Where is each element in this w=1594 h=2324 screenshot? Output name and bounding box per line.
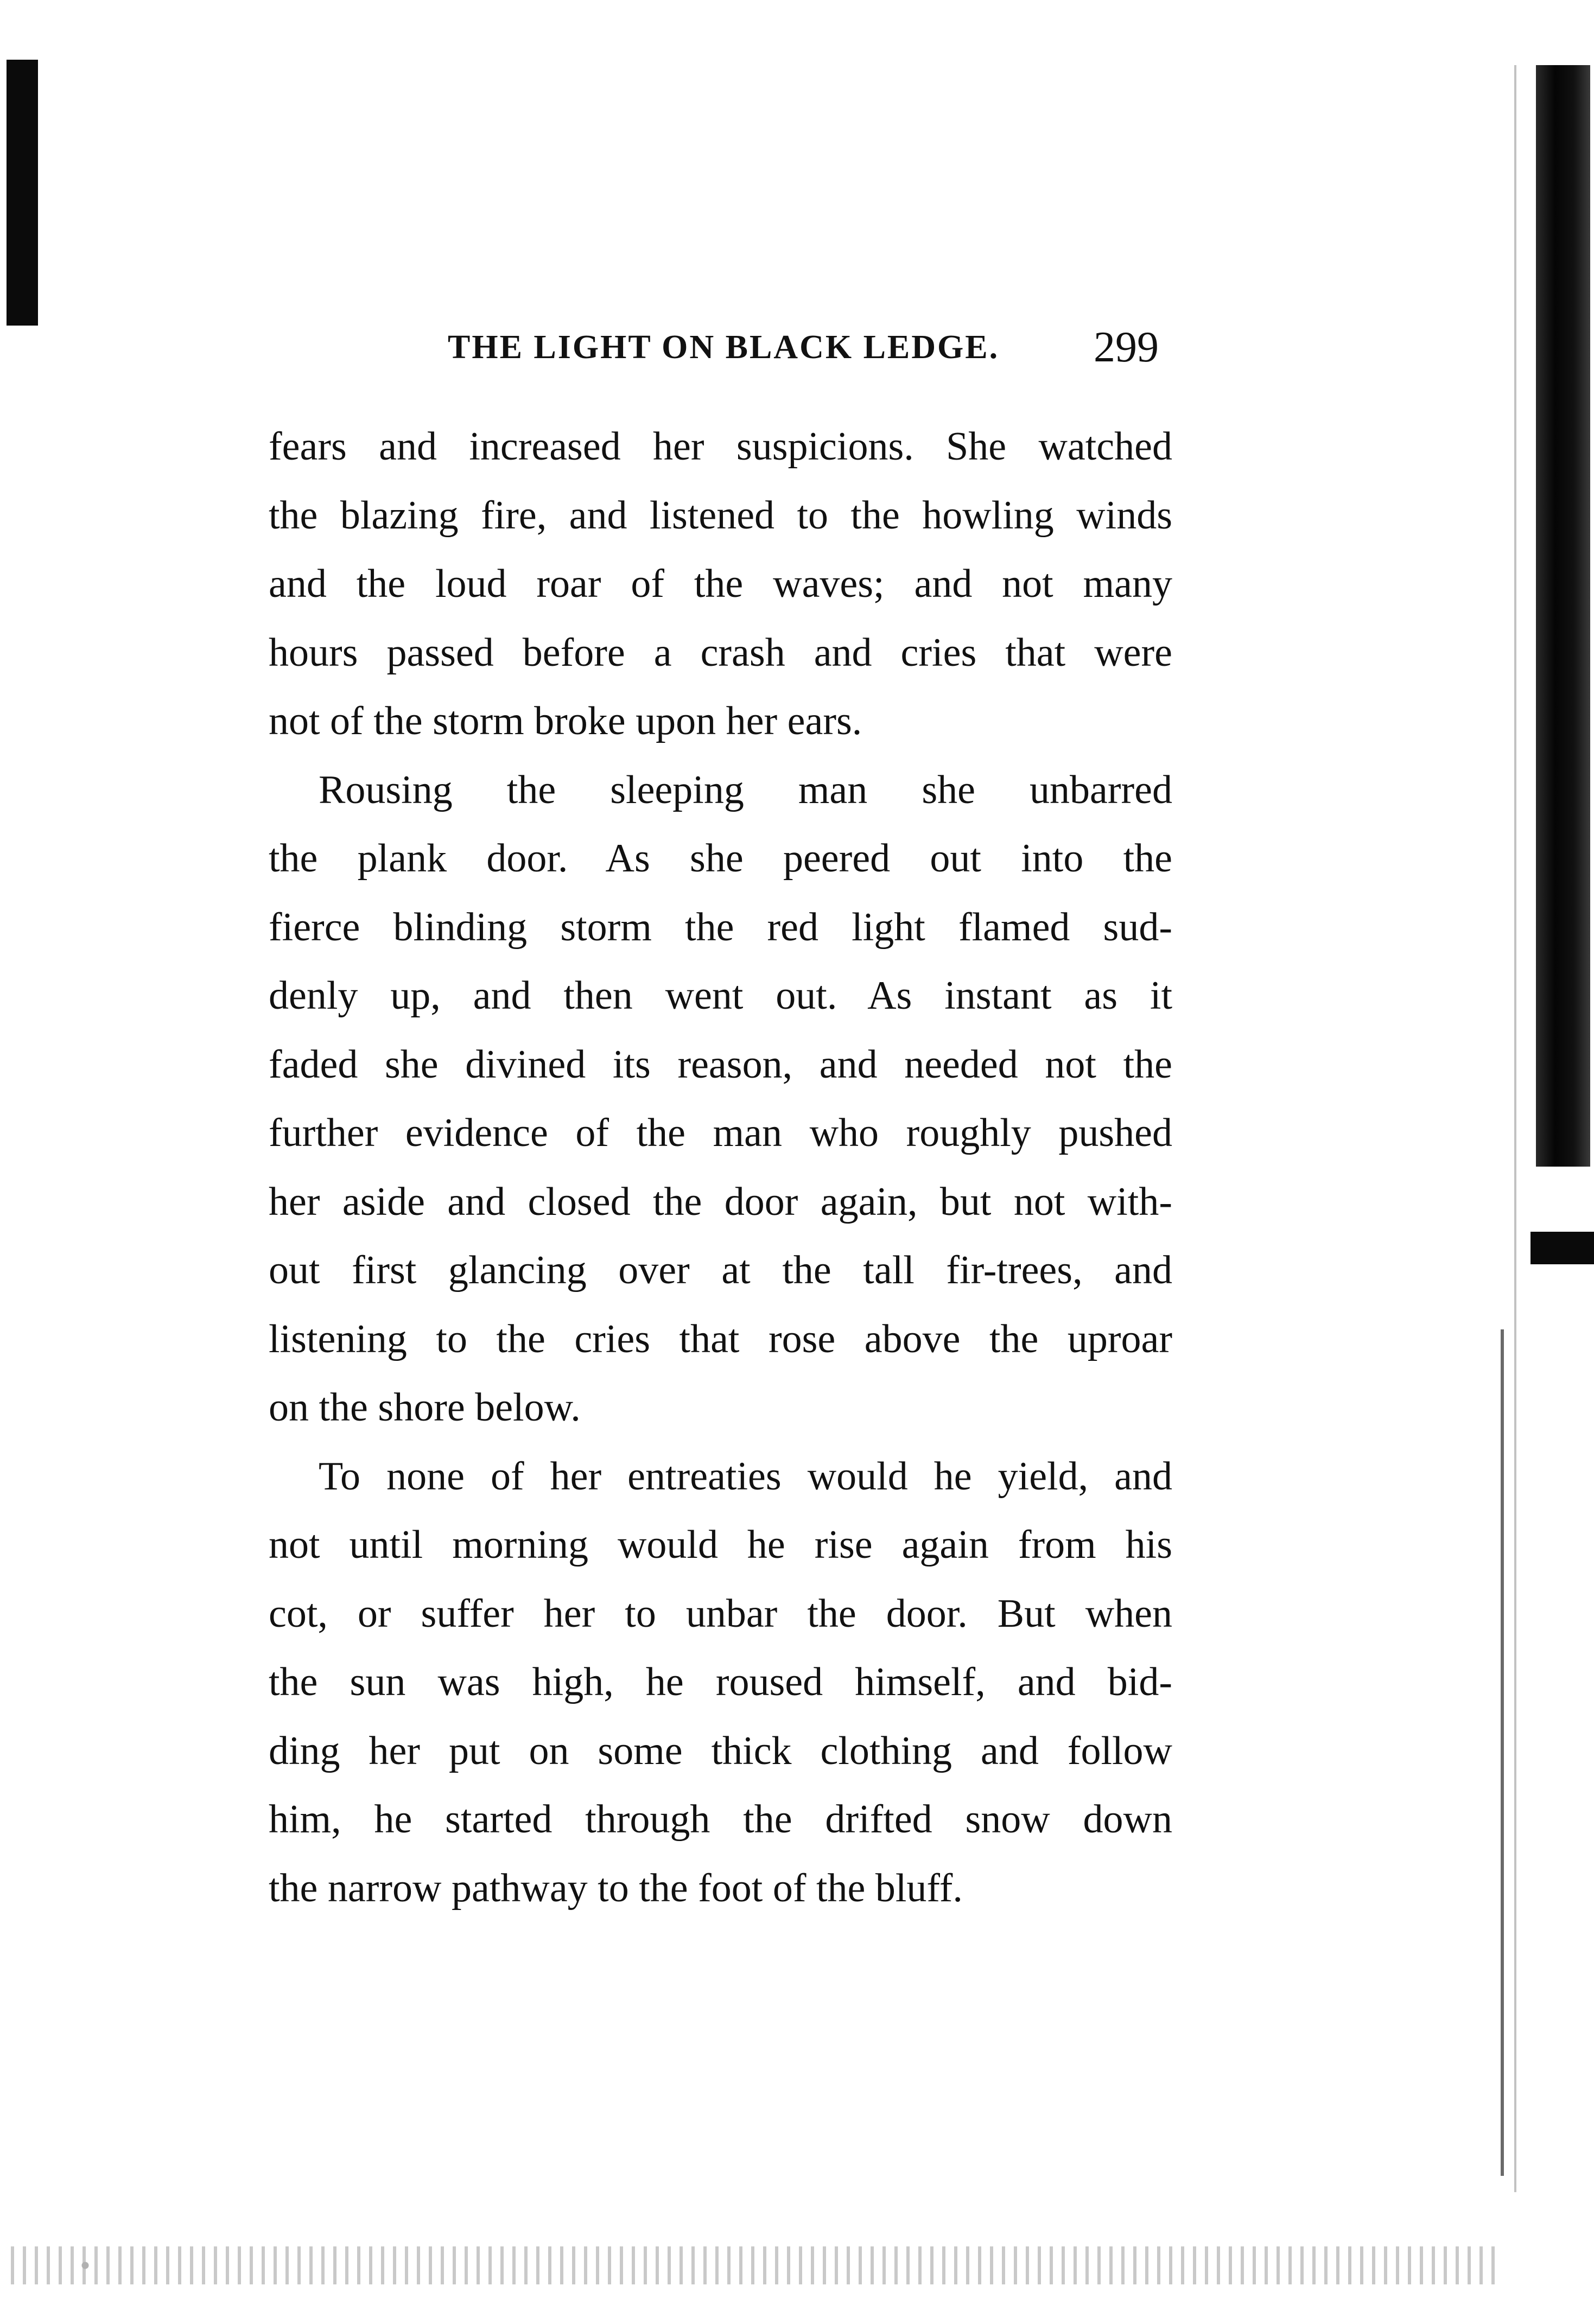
text-line: Rousing the sleeping man she unbarred <box>319 767 1172 812</box>
text-line: out first glancing over at the tall fir-trees, and <box>269 1248 1172 1292</box>
text-line: and the loud roar of the waves; and not many <box>269 562 1172 606</box>
paragraph <box>269 1442 1172 1923</box>
text-line: the sun was high, he roused himself, and bid- <box>269 1660 1172 1704</box>
text-line: her aside and closed the door again, but not with- <box>269 1179 1172 1224</box>
page-header <box>448 323 1159 377</box>
paragraph <box>269 412 1172 756</box>
text-line: further evidence of the man who roughly pushed <box>269 1111 1172 1155</box>
text-line: denly up, and then went out. As instant as it <box>269 973 1172 1018</box>
text-line: the narrow pathway to the foot of the bluff. <box>269 1865 963 1911</box>
paragraph <box>269 756 1172 1442</box>
scan-artifact-right-rule <box>1501 1329 1504 2176</box>
scan-artifact-bottom-edge <box>11 2246 1498 2284</box>
scan-artifact-right-bar <box>1536 65 1590 1167</box>
text-line: hours passed before a crash and cries that were <box>269 630 1172 675</box>
scan-artifact-left-bar <box>7 60 38 326</box>
scan-artifact-right-block <box>1531 1232 1594 1264</box>
text-line: ding her put on some thick clothing and follow <box>269 1728 1172 1773</box>
text-line: the plank door. As she peered out into the <box>269 836 1172 881</box>
running-head: THE LIGHT ON BLACK LEDGE. <box>448 329 1000 366</box>
text-line: fears and increased her suspicions. She watched <box>269 424 1172 469</box>
page-number: 299 <box>1094 323 1159 371</box>
text-line: To none of her entreaties would he yield, and <box>319 1454 1172 1499</box>
text-line: listening to the cries that rose above the uproar <box>269 1316 1172 1361</box>
body-text <box>269 412 1172 1922</box>
text-line: the blazing fire, and listened to the howling winds <box>269 493 1172 538</box>
text-line: faded she divined its reason, and needed not the <box>269 1042 1172 1087</box>
text-line: fierce blinding storm the red light flamed sud- <box>269 905 1172 950</box>
text-line: on the shore below. <box>269 1385 581 1430</box>
scan-artifact-right-line <box>1514 65 1516 2192</box>
text-line: him, he started through the drifted snow down <box>269 1797 1172 1842</box>
text-line: not until morning would he rise again from his <box>269 1523 1172 1567</box>
text-line: cot, or suffer her to unbar the door. But when <box>269 1591 1172 1636</box>
text-line: not of the storm broke upon her ears. <box>269 699 862 743</box>
